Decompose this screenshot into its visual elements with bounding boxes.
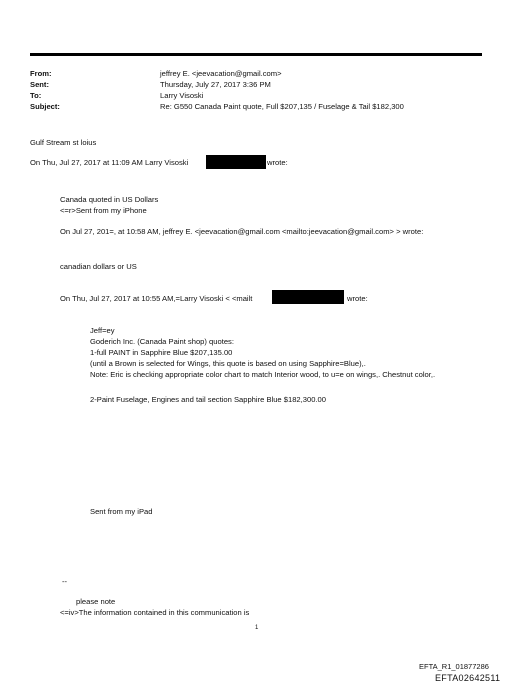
from-label: From: — [30, 69, 52, 78]
quote-line: (until a Brown is selected for Wings, this quote is based on using Sapphire=Blue),. — [90, 359, 366, 368]
subject-value: Re: G550 Canada Paint quote, Full $207,135 / Fuselage & Tail $182,300 — [160, 102, 404, 111]
footer-id-1: EFTA_R1_01877286 — [419, 662, 489, 671]
line-info: <=iv>The information contained in this communication is — [60, 608, 250, 617]
quote-line: Goderich Inc. (Canada Paint shop) quotes: — [90, 337, 234, 346]
line-gulfstream: Gulf Stream st loius — [30, 138, 97, 147]
quote-line: Jeff=ey — [90, 326, 115, 335]
quote-line: 1-full PAINT in Sapphire Blue $207,135.00 — [90, 348, 233, 357]
line-on-thu-1055-wrote: wrote: — [347, 294, 368, 303]
from-value: jeffrey E. <jeevacation@gmail.com> — [160, 69, 282, 78]
line-on-thu-1109: On Thu, Jul 27, 2017 at 11:09 AM Larry Visoski — [30, 158, 189, 167]
line-dashes: -- — [62, 577, 68, 586]
line-canadian: canadian dollars or US — [60, 262, 137, 271]
sent-value: Thursday, July 27, 2017 3:36 PM — [160, 80, 271, 89]
to-label: To: — [30, 91, 42, 100]
redaction-box — [272, 290, 344, 304]
subject-label: Subject: — [30, 102, 60, 111]
page-number: 1 — [255, 625, 259, 631]
line-sent-ipad: Sent from my iPad — [90, 507, 153, 516]
line-2paint: 2-Paint Fuselage, Engines and tail section Sapphire Blue $182,300.00 — [90, 395, 326, 404]
line-please-note: please note — [76, 597, 116, 606]
header-rule — [30, 53, 482, 56]
line-jul27-1058: On Jul 27, 201=, at 10:58 AM, jeffrey E. <jeevacation@gmail.com <mailto:jeevacation@gmail.com> > wrote: — [60, 227, 424, 236]
line-sent-iphone: <=r>Sent from my iPhone — [60, 206, 147, 215]
sent-label: Sent: — [30, 80, 49, 89]
redaction-box — [206, 155, 266, 169]
footer-id-2: EFTA02642511 — [435, 673, 501, 683]
line-on-thu-1055: On Thu, Jul 27, 2017 at 10:55 AM,=Larry Visoski < <mailt — [60, 294, 253, 303]
line-canada-usd: Canada quoted in US Dollars — [60, 195, 159, 204]
to-value: Larry Visoski — [160, 91, 204, 100]
quote-line: Note: Eric is checking appropriate color chart to match Interior wood, to u=e on wings,. Chestnut color,. — [90, 370, 436, 379]
line-on-thu-1109-wrote: wrote: — [267, 158, 288, 167]
